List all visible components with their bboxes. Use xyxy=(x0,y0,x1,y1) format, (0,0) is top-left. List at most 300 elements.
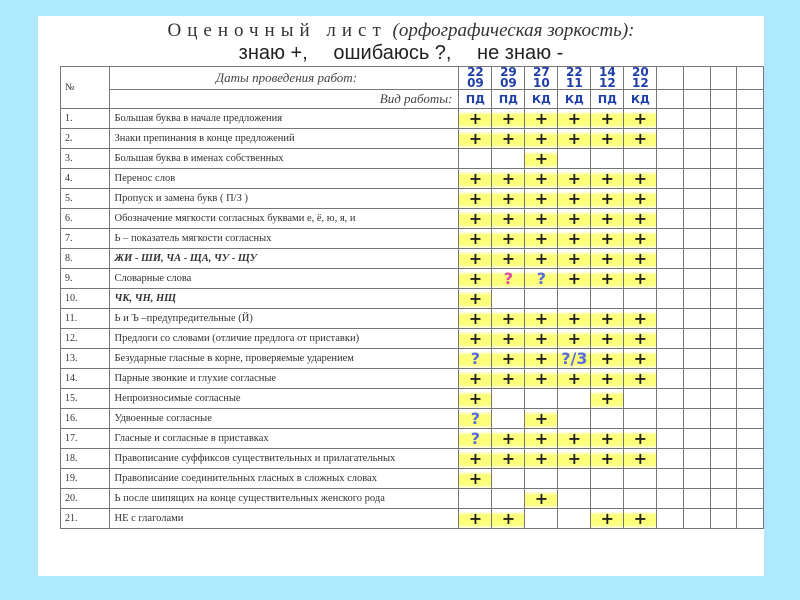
mark-cell xyxy=(591,289,624,309)
mark-cell: + xyxy=(525,109,558,129)
empty-cell xyxy=(683,169,710,189)
row-number: 5. xyxy=(61,189,110,209)
mark-cell: + xyxy=(624,309,657,329)
mark-cell: + xyxy=(525,189,558,209)
mark-cell: + xyxy=(591,129,624,149)
skill-name: Ь и Ъ –предупредительные (Й) xyxy=(110,309,459,329)
mark-cell xyxy=(459,149,492,169)
mark-cell: + xyxy=(591,309,624,329)
empty-cell xyxy=(657,269,684,289)
mark-cell: ? xyxy=(459,349,492,369)
mark-cell: + xyxy=(624,189,657,209)
empty-cell xyxy=(657,469,684,489)
row-number: 7. xyxy=(61,229,110,249)
legend-know: знаю +, xyxy=(238,42,308,64)
sheet-title xyxy=(38,20,764,42)
skill-name: Непроизносимые согласные xyxy=(110,389,459,409)
mark-cell: + xyxy=(525,229,558,249)
empty-cell xyxy=(710,509,737,529)
mark-cell: + xyxy=(459,269,492,289)
empty-cell xyxy=(737,449,764,469)
empty-cell xyxy=(710,249,737,269)
mark-cell: + xyxy=(558,189,591,209)
empty-cell xyxy=(683,269,710,289)
mark-cell: + xyxy=(525,429,558,449)
skill-row xyxy=(61,329,764,349)
kind-cell: КД xyxy=(525,90,558,109)
mark-cell: + xyxy=(492,189,525,209)
mark-cell: + xyxy=(459,469,492,489)
skill-row xyxy=(61,269,764,289)
mark-cell: + xyxy=(558,129,591,149)
mark-cell: + xyxy=(624,269,657,289)
mark-cell xyxy=(591,469,624,489)
mark-cell: + xyxy=(558,169,591,189)
mark-cell xyxy=(624,469,657,489)
mark-cell xyxy=(591,409,624,429)
skill-row xyxy=(61,469,764,489)
mark-cell: + xyxy=(558,249,591,269)
skill-row xyxy=(61,309,764,329)
mark-cell xyxy=(558,409,591,429)
empty-cell xyxy=(657,189,684,209)
empty-cell xyxy=(683,449,710,469)
empty-cell xyxy=(737,149,764,169)
mark-cell: + xyxy=(558,309,591,329)
mark-cell: + xyxy=(558,229,591,249)
skill-row xyxy=(61,289,764,309)
empty-cell xyxy=(657,67,684,90)
mark-cell: + xyxy=(492,229,525,249)
empty-cell xyxy=(657,149,684,169)
empty-cell xyxy=(710,289,737,309)
skill-name: Перенос слов xyxy=(110,169,459,189)
empty-cell xyxy=(737,429,764,449)
row-number: 2. xyxy=(61,129,110,149)
mark-cell: + xyxy=(591,329,624,349)
mark-cell: + xyxy=(624,169,657,189)
mark-cell xyxy=(525,509,558,529)
skill-name: ЧК, ЧН, НЩ xyxy=(110,289,459,309)
skill-row xyxy=(61,369,764,389)
mark-cell: + xyxy=(591,429,624,449)
mark-cell xyxy=(591,149,624,169)
mark-cell: + xyxy=(525,129,558,149)
kind-cell: ПД xyxy=(591,90,624,109)
mark-cell: + xyxy=(591,189,624,209)
skill-name: Знаки препинания в конце предложений xyxy=(110,129,459,149)
mark-cell: + xyxy=(525,329,558,349)
kind-cell: КД xyxy=(558,90,591,109)
skill-row xyxy=(61,489,764,509)
skill-name: Пропуск и замена букв ( П/З ) xyxy=(110,189,459,209)
title-subtitle: (орфографическая зоркость): xyxy=(392,20,635,41)
empty-cell xyxy=(737,269,764,289)
empty-cell xyxy=(683,389,710,409)
empty-cell xyxy=(737,349,764,369)
empty-cell xyxy=(737,509,764,529)
kind-header: Вид работы: xyxy=(110,90,459,109)
mark-cell: + xyxy=(591,349,624,369)
empty-cell xyxy=(710,109,737,129)
date-cell: 22 09 xyxy=(459,67,492,90)
empty-cell xyxy=(657,129,684,149)
mark-cell: + xyxy=(591,169,624,189)
empty-cell xyxy=(683,429,710,449)
empty-cell xyxy=(710,489,737,509)
mark-cell: + xyxy=(591,369,624,389)
skill-row xyxy=(61,249,764,269)
mark-cell: + xyxy=(591,509,624,529)
empty-cell xyxy=(737,109,764,129)
empty-cell xyxy=(710,169,737,189)
empty-cell xyxy=(683,109,710,129)
empty-cell xyxy=(737,389,764,409)
row-number: 3. xyxy=(61,149,110,169)
mark-cell: + xyxy=(525,249,558,269)
empty-cell xyxy=(657,429,684,449)
mark-cell: + xyxy=(492,509,525,529)
empty-cell xyxy=(683,149,710,169)
mark-cell xyxy=(558,509,591,529)
empty-cell xyxy=(683,189,710,209)
mark-cell: + xyxy=(624,129,657,149)
mark-cell: + xyxy=(492,369,525,389)
mark-cell: + xyxy=(459,249,492,269)
empty-cell xyxy=(657,169,684,189)
mark-cell xyxy=(525,469,558,489)
mark-cell xyxy=(558,489,591,509)
mark-cell: + xyxy=(459,189,492,209)
mark-cell: + xyxy=(558,429,591,449)
mark-cell: + xyxy=(624,429,657,449)
mark-cell: + xyxy=(624,109,657,129)
mark-cell: + xyxy=(459,129,492,149)
mark-cell: + xyxy=(558,449,591,469)
mark-cell: + xyxy=(525,309,558,329)
row-number: 15. xyxy=(61,389,110,409)
empty-cell xyxy=(683,469,710,489)
empty-cell xyxy=(657,289,684,309)
header-row-kinds xyxy=(61,90,764,109)
mark-cell xyxy=(492,409,525,429)
row-number: 11. xyxy=(61,309,110,329)
date-cell: 27 10 xyxy=(525,67,558,90)
skill-name: ЖИ - ШИ, ЧА - ЩА, ЧУ - ЩУ xyxy=(110,249,459,269)
empty-cell xyxy=(683,209,710,229)
num-header: № xyxy=(61,67,110,109)
empty-cell xyxy=(737,409,764,429)
empty-cell xyxy=(710,189,737,209)
empty-cell xyxy=(710,389,737,409)
row-number: 8. xyxy=(61,249,110,269)
mark-cell xyxy=(459,489,492,509)
mark-cell: + xyxy=(525,409,558,429)
mark-cell: + xyxy=(624,369,657,389)
mark-cell: + xyxy=(459,309,492,329)
row-number: 1. xyxy=(61,109,110,129)
empty-cell xyxy=(683,509,710,529)
kind-cell: ПД xyxy=(459,90,492,109)
empty-cell xyxy=(683,90,710,109)
empty-cell xyxy=(657,449,684,469)
mark-cell xyxy=(624,149,657,169)
empty-cell xyxy=(737,289,764,309)
mark-cell: + xyxy=(492,109,525,129)
mark-cell xyxy=(624,409,657,429)
mark-cell: + xyxy=(459,229,492,249)
title-word: Оценочный лист xyxy=(167,20,387,41)
mark-cell xyxy=(492,489,525,509)
skill-row xyxy=(61,109,764,129)
legend-mistake: ошибаюсь ?, xyxy=(333,42,452,64)
row-number: 20. xyxy=(61,489,110,509)
empty-cell xyxy=(710,449,737,469)
empty-cell xyxy=(657,509,684,529)
empty-cell xyxy=(737,169,764,189)
empty-cell xyxy=(737,209,764,229)
mark-cell: ? xyxy=(525,269,558,289)
mark-cell: + xyxy=(459,109,492,129)
mark-cell xyxy=(525,289,558,309)
empty-cell xyxy=(657,209,684,229)
empty-cell xyxy=(683,289,710,309)
mark-cell: + xyxy=(459,389,492,409)
mark-cell: + xyxy=(459,169,492,189)
mark-cell xyxy=(624,289,657,309)
skill-row xyxy=(61,429,764,449)
empty-cell xyxy=(737,67,764,90)
mark-cell xyxy=(492,289,525,309)
mark-cell xyxy=(525,389,558,409)
mark-cell: ? xyxy=(459,409,492,429)
mark-cell: + xyxy=(624,449,657,469)
skill-row xyxy=(61,209,764,229)
empty-cell xyxy=(657,229,684,249)
empty-cell xyxy=(657,489,684,509)
mark-cell: ? xyxy=(459,429,492,449)
mark-cell: + xyxy=(624,349,657,369)
skill-row xyxy=(61,169,764,189)
row-number: 4. xyxy=(61,169,110,189)
date-cell: 29 09 xyxy=(492,67,525,90)
empty-cell xyxy=(657,249,684,269)
empty-cell xyxy=(737,189,764,209)
skill-name: Правописание соединительных гласных в сложных словах xyxy=(110,469,459,489)
empty-cell xyxy=(657,409,684,429)
mark-cell: + xyxy=(525,149,558,169)
empty-cell xyxy=(657,329,684,349)
empty-cell xyxy=(683,489,710,509)
empty-cell xyxy=(657,389,684,409)
mark-cell xyxy=(558,469,591,489)
mark-cell: + xyxy=(591,449,624,469)
row-number: 19. xyxy=(61,469,110,489)
empty-cell xyxy=(710,269,737,289)
empty-cell xyxy=(683,229,710,249)
skill-row xyxy=(61,409,764,429)
mark-cell xyxy=(492,389,525,409)
skill-row xyxy=(61,149,764,169)
mark-cell: + xyxy=(591,389,624,409)
row-number: 21. xyxy=(61,509,110,529)
empty-cell xyxy=(683,309,710,329)
mark-cell xyxy=(558,389,591,409)
empty-cell xyxy=(710,129,737,149)
row-number: 18. xyxy=(61,449,110,469)
mark-cell: + xyxy=(492,429,525,449)
empty-cell xyxy=(657,349,684,369)
empty-cell xyxy=(683,329,710,349)
mark-cell: + xyxy=(459,289,492,309)
mark-cell xyxy=(492,149,525,169)
skill-name: Безударные гласные в корне, проверяемые ударением xyxy=(110,349,459,369)
mark-cell: ? xyxy=(492,269,525,289)
kind-cell: ПД xyxy=(492,90,525,109)
mark-cell: + xyxy=(459,209,492,229)
mark-cell: + xyxy=(525,449,558,469)
empty-cell xyxy=(737,90,764,109)
mark-cell: + xyxy=(558,269,591,289)
mark-cell: + xyxy=(558,109,591,129)
skill-row xyxy=(61,189,764,209)
mark-cell: + xyxy=(591,109,624,129)
empty-cell xyxy=(737,249,764,269)
skill-name: НЕ с глаголами xyxy=(110,509,459,529)
skill-name: Большая буква в начале предложения xyxy=(110,109,459,129)
row-number: 17. xyxy=(61,429,110,449)
skill-name: Обозначение мягкости согласных буквами е, ё, ю, я, и xyxy=(110,209,459,229)
mark-cell: + xyxy=(459,449,492,469)
empty-cell xyxy=(710,67,737,90)
mark-cell: + xyxy=(492,249,525,269)
skill-name: Парные звонкие и глухие согласные xyxy=(110,369,459,389)
skill-row xyxy=(61,449,764,469)
mark-cell xyxy=(624,389,657,409)
empty-cell xyxy=(737,329,764,349)
skill-name: Предлоги со словами (отличие предлога от приставки) xyxy=(110,329,459,349)
row-number: 16. xyxy=(61,409,110,429)
mark-cell: + xyxy=(624,209,657,229)
empty-cell xyxy=(710,329,737,349)
row-number: 12. xyxy=(61,329,110,349)
empty-cell xyxy=(657,369,684,389)
skill-name: Ь – показатель мягкости согласных xyxy=(110,229,459,249)
mark-cell xyxy=(558,149,591,169)
mark-cell: + xyxy=(492,349,525,369)
empty-cell xyxy=(710,149,737,169)
skill-row xyxy=(61,389,764,409)
dates-header: Даты проведения работ: xyxy=(110,67,459,90)
empty-cell xyxy=(737,129,764,149)
mark-cell: + xyxy=(492,449,525,469)
mark-cell xyxy=(591,489,624,509)
mark-cell: + xyxy=(624,249,657,269)
mark-cell: + xyxy=(492,209,525,229)
empty-cell xyxy=(710,349,737,369)
kind-cell: КД xyxy=(624,90,657,109)
mark-cell: + xyxy=(624,329,657,349)
skill-name: Ь после шипящих на конце существительных женского рода xyxy=(110,489,459,509)
empty-cell xyxy=(683,369,710,389)
mark-cell: + xyxy=(459,509,492,529)
empty-cell xyxy=(683,67,710,90)
mark-cell xyxy=(624,489,657,509)
mark-cell: + xyxy=(624,229,657,249)
empty-cell xyxy=(683,409,710,429)
mark-cell: + xyxy=(525,369,558,389)
row-number: 6. xyxy=(61,209,110,229)
skill-row xyxy=(61,349,764,369)
empty-cell xyxy=(737,229,764,249)
skill-row xyxy=(61,229,764,249)
date-cell: 14 12 xyxy=(591,67,624,90)
skill-name: Правописание суффиксов существительных и прилагательных xyxy=(110,449,459,469)
mark-cell: + xyxy=(525,169,558,189)
empty-cell xyxy=(657,309,684,329)
mark-cell: + xyxy=(525,489,558,509)
empty-cell xyxy=(710,90,737,109)
mark-cell: + xyxy=(558,329,591,349)
mark-cell: + xyxy=(624,509,657,529)
skill-name: Словарные слова xyxy=(110,269,459,289)
empty-cell xyxy=(710,209,737,229)
row-number: 9. xyxy=(61,269,110,289)
legend-dont-know: не знаю - xyxy=(477,42,564,64)
mark-cell: + xyxy=(558,209,591,229)
mark-cell: + xyxy=(525,209,558,229)
empty-cell xyxy=(710,409,737,429)
date-cell: 20 12 xyxy=(624,67,657,90)
mark-cell xyxy=(558,289,591,309)
mark-cell: + xyxy=(591,229,624,249)
legend xyxy=(38,42,764,65)
empty-cell xyxy=(657,109,684,129)
skill-name: Удвоенные согласные xyxy=(110,409,459,429)
mark-cell: + xyxy=(492,329,525,349)
mark-cell: + xyxy=(492,309,525,329)
mark-cell: + xyxy=(459,369,492,389)
mark-cell: + xyxy=(591,209,624,229)
empty-cell xyxy=(657,90,684,109)
assessment-sheet xyxy=(38,16,764,576)
mark-cell: ?/3 xyxy=(558,349,591,369)
empty-cell xyxy=(683,349,710,369)
row-number: 10. xyxy=(61,289,110,309)
empty-cell xyxy=(710,229,737,249)
skill-name: Гласные и согласные в приставках xyxy=(110,429,459,449)
empty-cell xyxy=(683,249,710,269)
row-number: 14. xyxy=(61,369,110,389)
mark-cell: + xyxy=(492,169,525,189)
skill-name: Большая буква в именах собственных xyxy=(110,149,459,169)
header-row-dates xyxy=(61,67,764,90)
mark-cell: + xyxy=(591,249,624,269)
mark-cell: + xyxy=(459,329,492,349)
mark-cell: + xyxy=(492,129,525,149)
skills-table xyxy=(60,66,764,529)
row-number: 13. xyxy=(61,349,110,369)
skill-row xyxy=(61,509,764,529)
empty-cell xyxy=(737,469,764,489)
empty-cell xyxy=(710,469,737,489)
mark-cell: + xyxy=(591,269,624,289)
date-cell: 22 11 xyxy=(558,67,591,90)
mark-cell: + xyxy=(558,369,591,389)
mark-cell: + xyxy=(525,349,558,369)
skill-row xyxy=(61,129,764,149)
empty-cell xyxy=(710,429,737,449)
